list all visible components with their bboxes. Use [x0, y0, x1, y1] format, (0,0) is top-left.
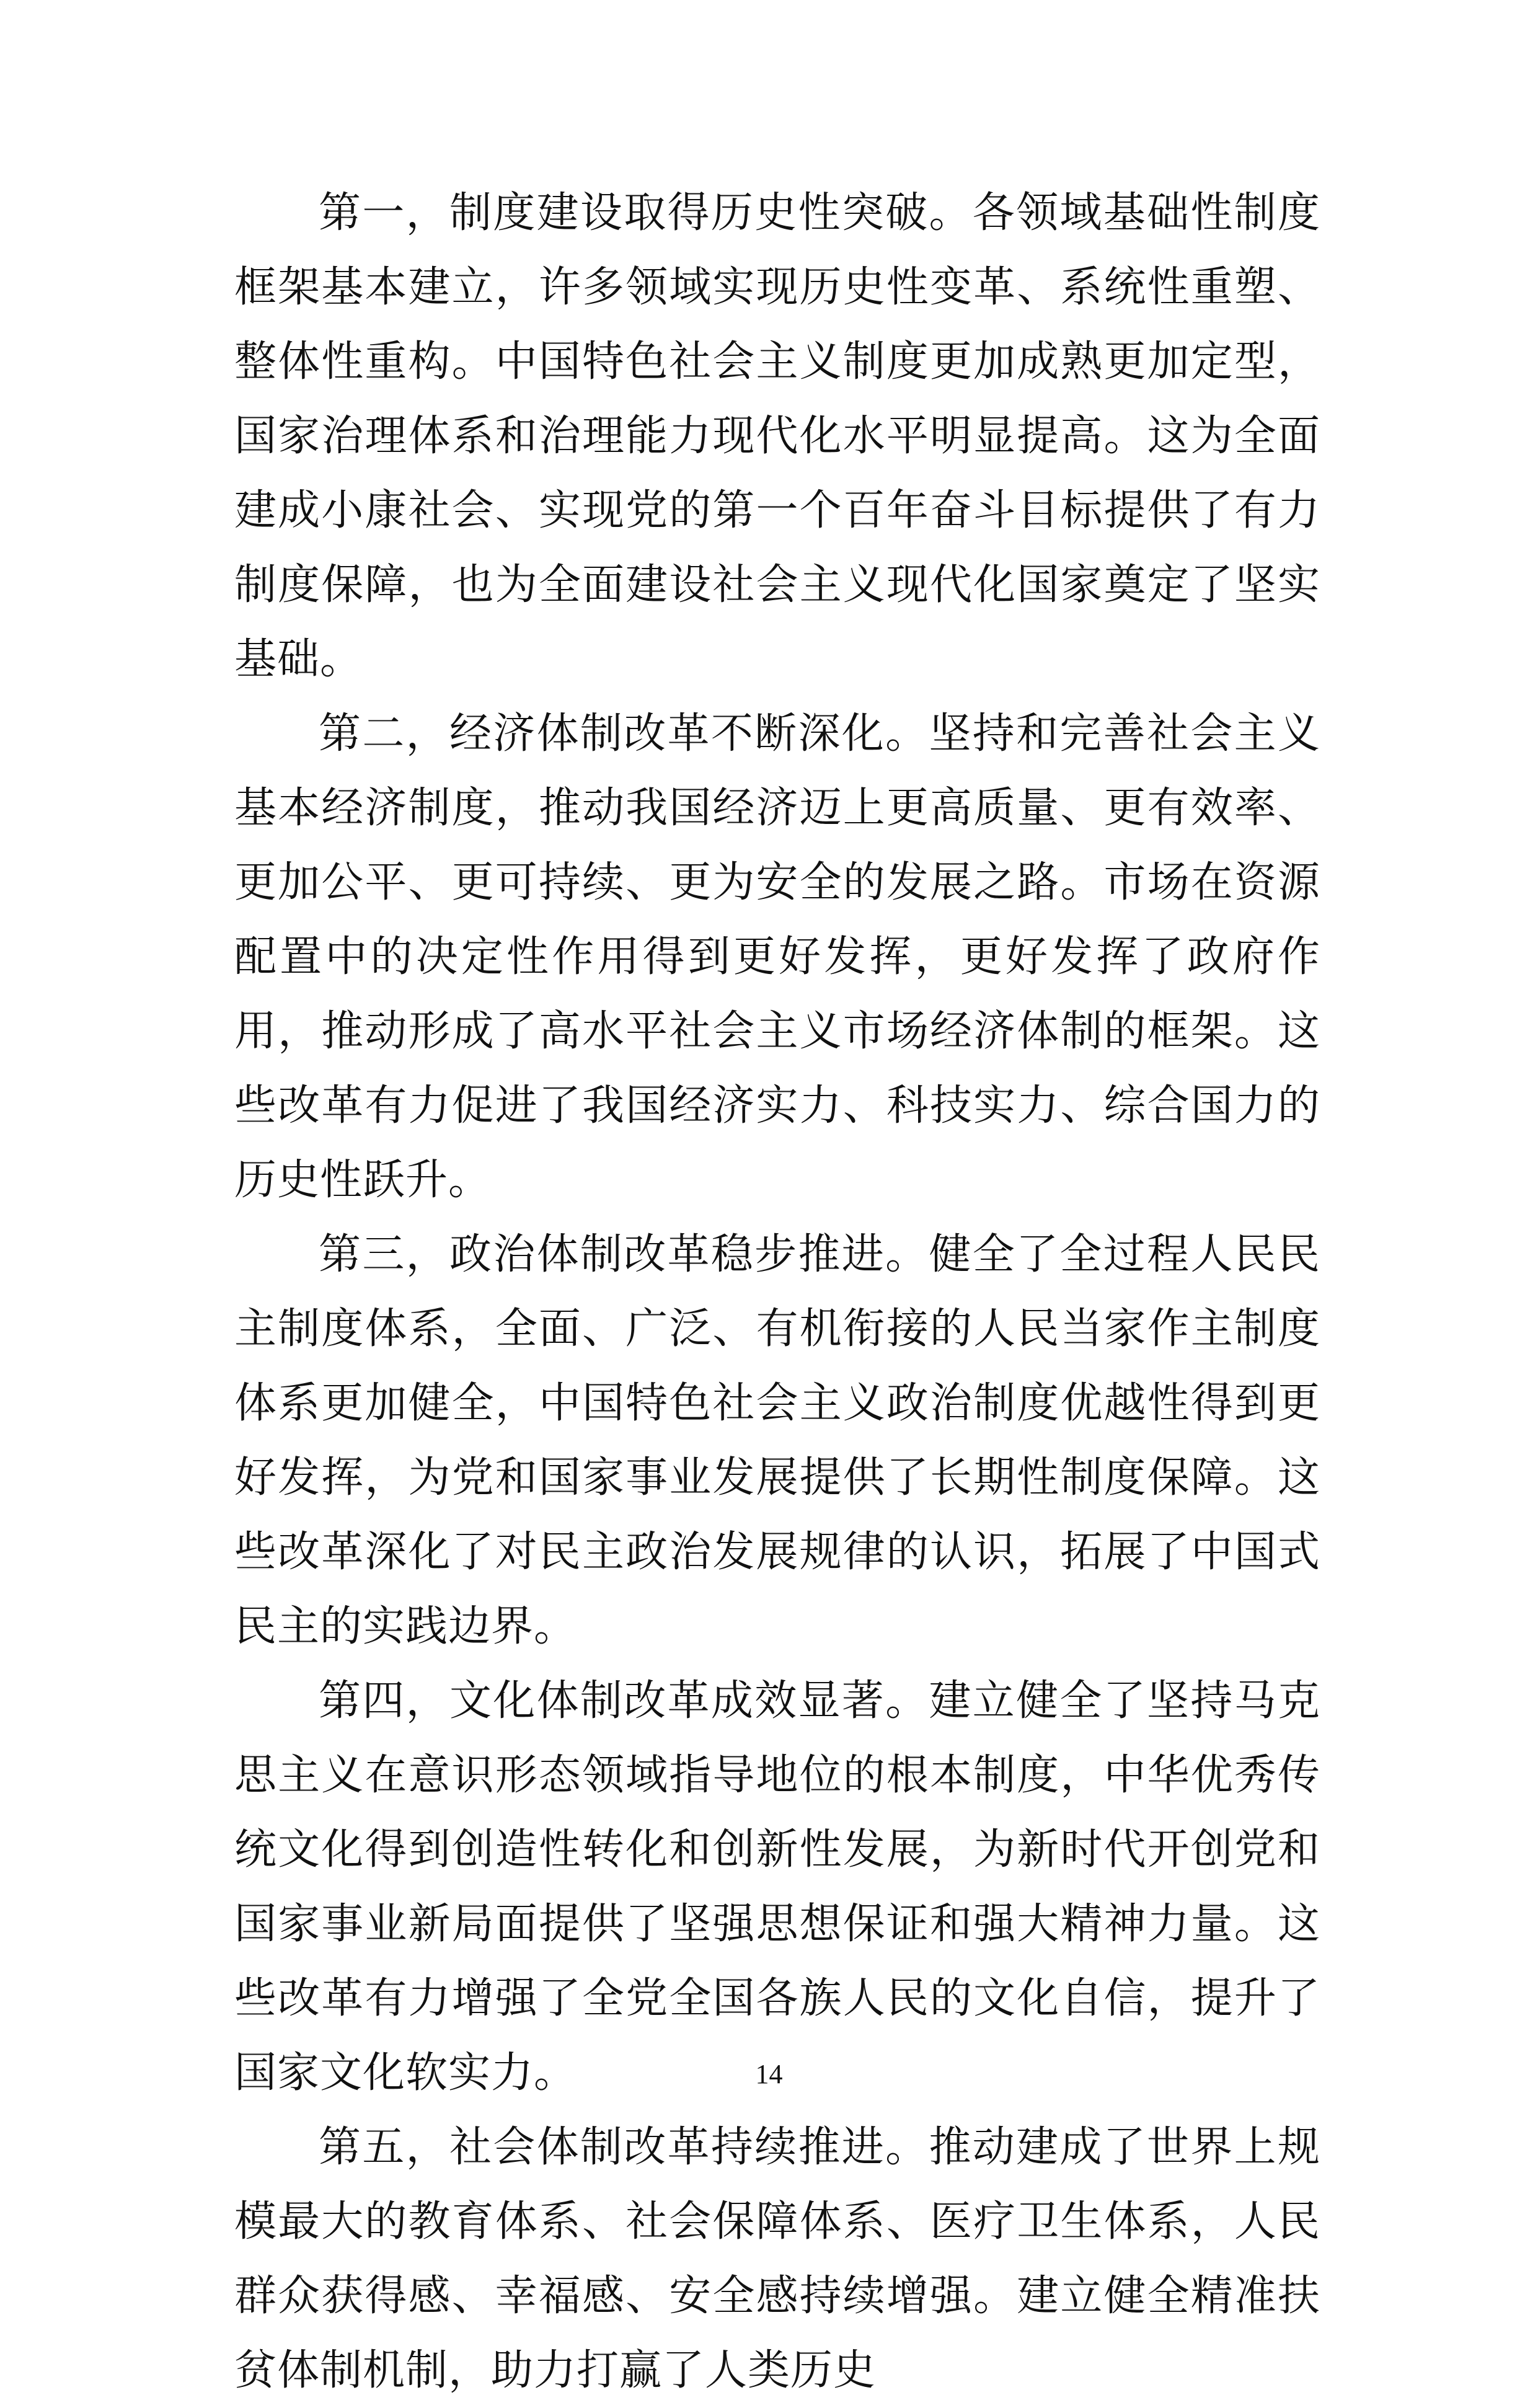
paragraph-social-reform: 第五，社会体制改革持续推进。推动建成了世界上规模最大的教育体系、社会保障体系、医疗卫生体系，人民群众获得感、幸福感、安全感持续增强。建立健全精准扶贫体制机制，助力打赢了人类历史 [234, 2123, 1320, 2395]
paragraph-political-reform: 第三，政治体制改革稳步推进。健全了全过程人民民主制度体系，全面、广泛、有机衔接的人民当家作主制度体系更加健全，中国特色社会主义政治制度优越性得到更好发挥，为党和国家事业发展提供了长期性制度保障。这些改革深化了对民主政治发展规律的认识，拓展了中国式民主的实践边界。 [234, 1230, 1320, 1651]
paragraph-cultural-reform: 第四，文化体制改革成效显著。建立健全了坚持马克思主义在意识形态领域指导地位的根本制度，中华优秀传统文化得到创造性转化和创新性发展，为新时代开创党和国家事业新局面提供了坚强思想保证和强大精神力量。这些改革有力增强了全党全国各族人民的文化自信，提升了国家文化软实力。 [234, 1676, 1320, 2097]
page-number: 14 [755, 2059, 783, 2089]
paragraph-institutional-breakthrough: 第一，制度建设取得历史性突破。各领域基础性制度框架基本建立，许多领域实现历史性变革、系统性重塑、整体性重构。中国特色社会主义制度更加成熟更加定型，国家治理体系和治理能力现代化水平明显提高。这为全面建成小康社会、实现党的第一个百年奋斗目标提供了有力制度保障，也为全面建设社会主义现代化国家奠定了坚实基础。 [234, 188, 1320, 684]
paragraph-economic-reform: 第二，经济体制改革不断深化。坚持和完善社会主义基本经济制度，推动我国经济迈上更高质量、更有效率、更加公平、更可持续、更为安全的发展之路。市场在资源配置中的决定性作用得到更好发挥，更好发挥了政府作用，推动形成了高水平社会主义市场经济体制的框架。这些改革有力促进了我国经济实力、科技实力、综合国力的历史性跃升。 [234, 709, 1320, 1205]
